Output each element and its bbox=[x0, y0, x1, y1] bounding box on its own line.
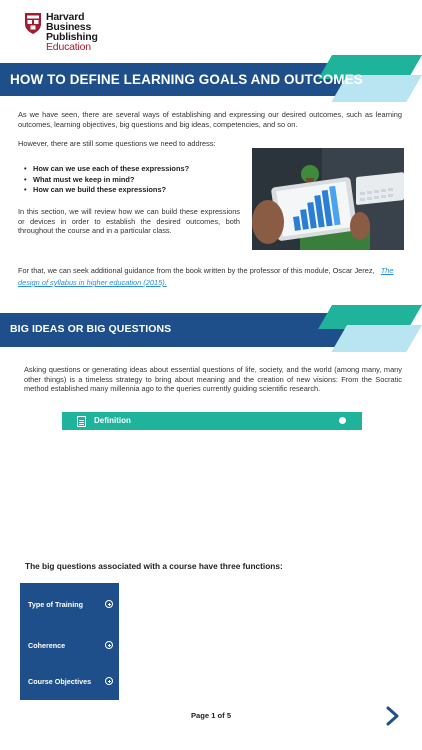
chevron-right-icon[interactable] bbox=[384, 705, 402, 727]
guidance-paragraph: For that, we can seek additional guidance from the book written by the professor of this module, Oscar Jerez, The design of syllabus in higher education (2015). bbox=[18, 266, 394, 287]
accordion-item-label: Course Objectives bbox=[28, 676, 92, 686]
list-item: • How can we build these expressions? bbox=[24, 185, 189, 196]
document-icon bbox=[77, 416, 86, 427]
accordion-item-label: Coherence bbox=[28, 640, 66, 650]
big-ideas-paragraph: Asking questions or generating ideas about essential questions of life, society, and the world (among many, many other things) is a timeless strategy to bring about meaning and the creation of new visions: From the Socratic method established many millennia ago to the queries currently guiding scientific research. bbox=[24, 365, 402, 393]
definition-label: Definition bbox=[94, 416, 131, 425]
logo-wordmark: Harvard Business Publishing Education bbox=[46, 11, 98, 53]
accordion-item-coherence[interactable] bbox=[20, 635, 119, 655]
harvard-shield-icon bbox=[25, 13, 41, 34]
toggle-dot-icon bbox=[339, 417, 346, 424]
list-item: • What must we keep in mind? bbox=[24, 175, 189, 186]
tablet-chart-photo bbox=[252, 148, 404, 250]
book-link[interactable]: The design of syllabus in higher education (2015). bbox=[18, 266, 394, 287]
list-item: • How can we use each of these expressions? bbox=[24, 164, 189, 175]
functions-accordion bbox=[20, 583, 119, 700]
review-paragraph: In this section, we will review how we can build these expressions or devices in order to establish the desired outcomes, both throughout the course and in a particular class. bbox=[18, 207, 240, 235]
tablet-illustration bbox=[252, 148, 404, 250]
section-banner-learning-goals bbox=[0, 55, 422, 102]
plus-circle-icon bbox=[105, 641, 113, 649]
hbp-education-logo bbox=[25, 12, 98, 52]
questions-intro: However, there are still some questions we need to address: bbox=[18, 139, 216, 148]
plus-circle-icon bbox=[105, 600, 113, 608]
plus-circle-icon bbox=[105, 677, 113, 685]
functions-heading: The big questions associated with a course have three functions: bbox=[25, 561, 283, 571]
accordion-item-type-of-training[interactable] bbox=[20, 594, 119, 614]
intro-paragraph: As we have seen, there are several ways of establishing and expressing our desired outcomes, such as learning outcomes, learning objectives, big questions and big ideas, competencies, and so on. bbox=[18, 110, 402, 129]
section-banner-big-ideas bbox=[0, 305, 422, 352]
section-title: HOW TO DEFINE LEARNING GOALS AND OUTCOMES bbox=[10, 72, 363, 87]
accordion-item-label: Type of Training bbox=[28, 599, 83, 609]
section-title: BIG IDEAS OR BIG QUESTIONS bbox=[10, 323, 172, 335]
page-indicator: Page 1 of 5 bbox=[190, 711, 232, 720]
accordion-item-course-objectives[interactable] bbox=[20, 671, 119, 691]
questions-list bbox=[24, 164, 189, 196]
definition-toggle[interactable] bbox=[62, 412, 362, 430]
